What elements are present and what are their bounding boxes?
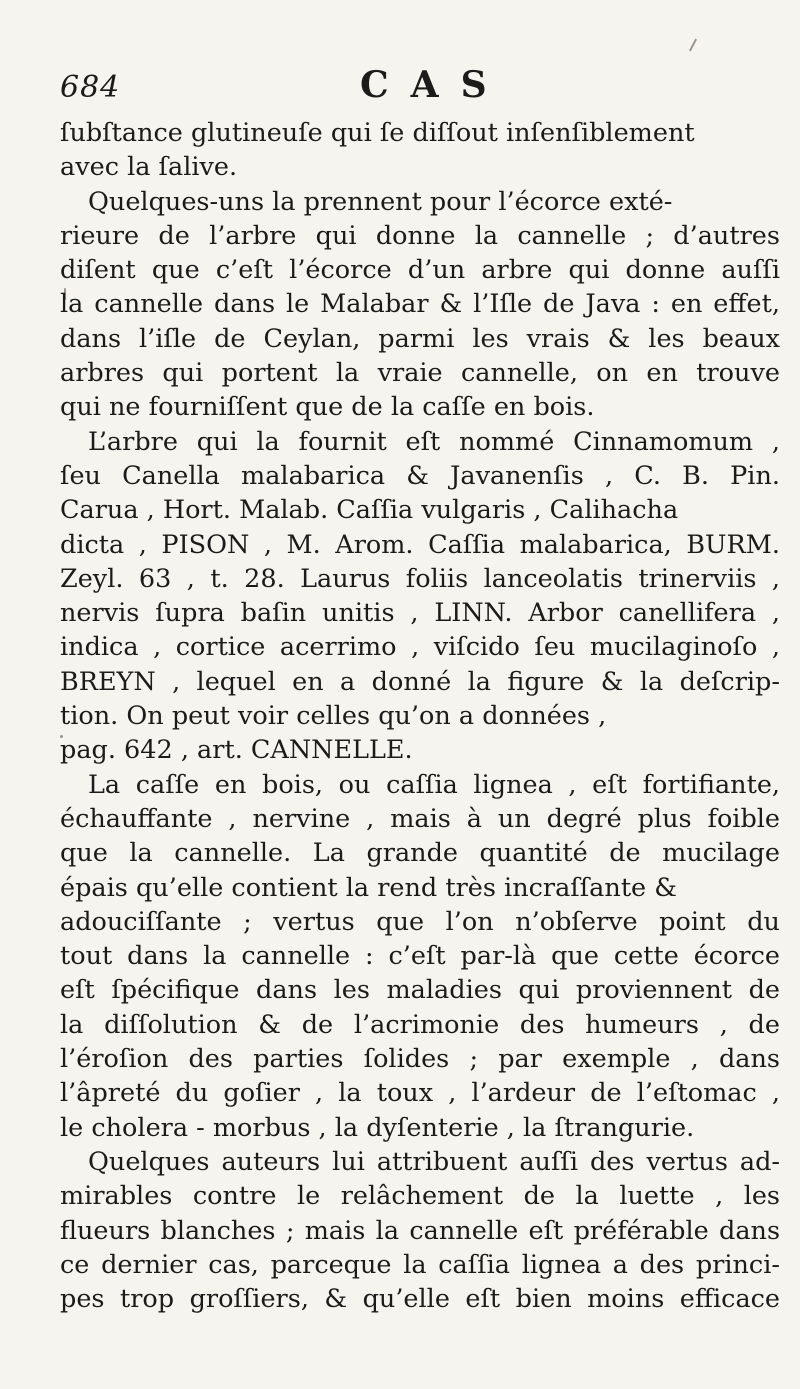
text-line: que la cannelle. La grande quantité de mucilage: [60, 838, 780, 869]
text-line: l’âpreté du goſier , la toux , l’ardeur de l’eſtomac ,: [60, 1078, 780, 1109]
text-line: la cannelle dans le Malabar & l’Iſle de Java : en effet,: [60, 289, 780, 320]
text-line: adouciſſante ; vertus que l’on n’obſerve point du: [60, 906, 780, 937]
text-line: nervis ſupra baſin unitis , LINN. Arbor canellifera ,: [60, 598, 780, 629]
text-line: diſent que c’eſt l’écorce d’un arbre qui donne auſſi: [60, 255, 780, 286]
text-line: indica , cortice acerrimo , viſcido ſeu mucilaginoſo ,: [60, 632, 780, 663]
text-line: tion. On peut voir celles qu’on a données ,: [60, 701, 607, 732]
text-line: pag. 642 , art. CANNELLE.: [60, 735, 413, 766]
text-line: pes trop groſſiers, & qu’elle eſt bien moins efficace: [60, 1284, 780, 1315]
text-line: ſubſtance glutineuſe qui ſe diſſout inſenſiblement: [60, 118, 695, 148]
text-line: flueurs blanches ; mais la cannelle eſt préférable dans: [60, 1215, 780, 1246]
body-text: [60, 116, 780, 1316]
paper-speck: [689, 38, 697, 51]
text-line: qui ne fourniſſent que de la caſſe en bois.: [60, 392, 595, 423]
text-line: l’éroſion des parties ſolides ; par exemple , dans: [60, 1044, 780, 1075]
text-line: la diſſolution & de l’acrimonie des humeurs , de: [60, 1009, 780, 1040]
text-line: BREYN , lequel en a donné la figure & la deſcrip-: [60, 666, 780, 697]
page-number: 684: [60, 70, 121, 105]
running-head: [60, 64, 780, 110]
text-line: arbres qui portent la vraie cannelle, on en trouve: [60, 358, 780, 389]
text-line: Zeyl. 63 , t. 28. Laurus foliis lanceolatis trinerviis ,: [60, 563, 780, 594]
text-line: Quelques auteurs lui attribuent auſſi des vertus ad-: [88, 1146, 780, 1177]
text-line: rieure de l’arbre qui donne la cannelle ; d’autres: [60, 220, 780, 251]
text-line: avec la ſalive.: [60, 152, 238, 183]
text-line: La caſſe en bois, ou caſſia lignea , eſt fortifiante,: [88, 769, 780, 800]
text-line: ſeu Canella malabarica & Javanenſis , C. B. Pin.: [60, 460, 780, 491]
text-line: Quelques-uns la prennent pour l’écorce exté-: [88, 186, 673, 217]
text-line: le cholera - morbus , la dyſenterie , la ſtrangurie.: [60, 1112, 695, 1143]
text-line: dicta , PISON , M. Arom. Caſſia malabarica, BURM.: [60, 529, 780, 560]
text-line: Carua , Hort. Malab. Caſſia vulgaris , Calihacha: [60, 495, 679, 526]
text-line: mirables contre le relâchement de la luette , les: [60, 1181, 780, 1212]
text-line: eſt ſpécifique dans les maladies qui proviennent de: [60, 975, 780, 1006]
text-line: L’arbre qui la fournit eſt nommé Cinnamomum ,: [88, 426, 780, 457]
text-line: échauffante , nervine , mais à un degré plus foible: [60, 803, 780, 834]
text-line: tout dans la cannelle : c’eſt par-là que cette écorce: [60, 941, 780, 972]
text-line: épais qu’elle contient la rend très incraſſante &: [60, 872, 677, 903]
running-title: CAS: [360, 64, 509, 106]
text-line: dans l’iſle de Ceylan, parmi les vrais & les beaux: [60, 323, 780, 354]
text-line: ce dernier cas, parceque la caſſia lignea a des princi-: [60, 1249, 780, 1280]
